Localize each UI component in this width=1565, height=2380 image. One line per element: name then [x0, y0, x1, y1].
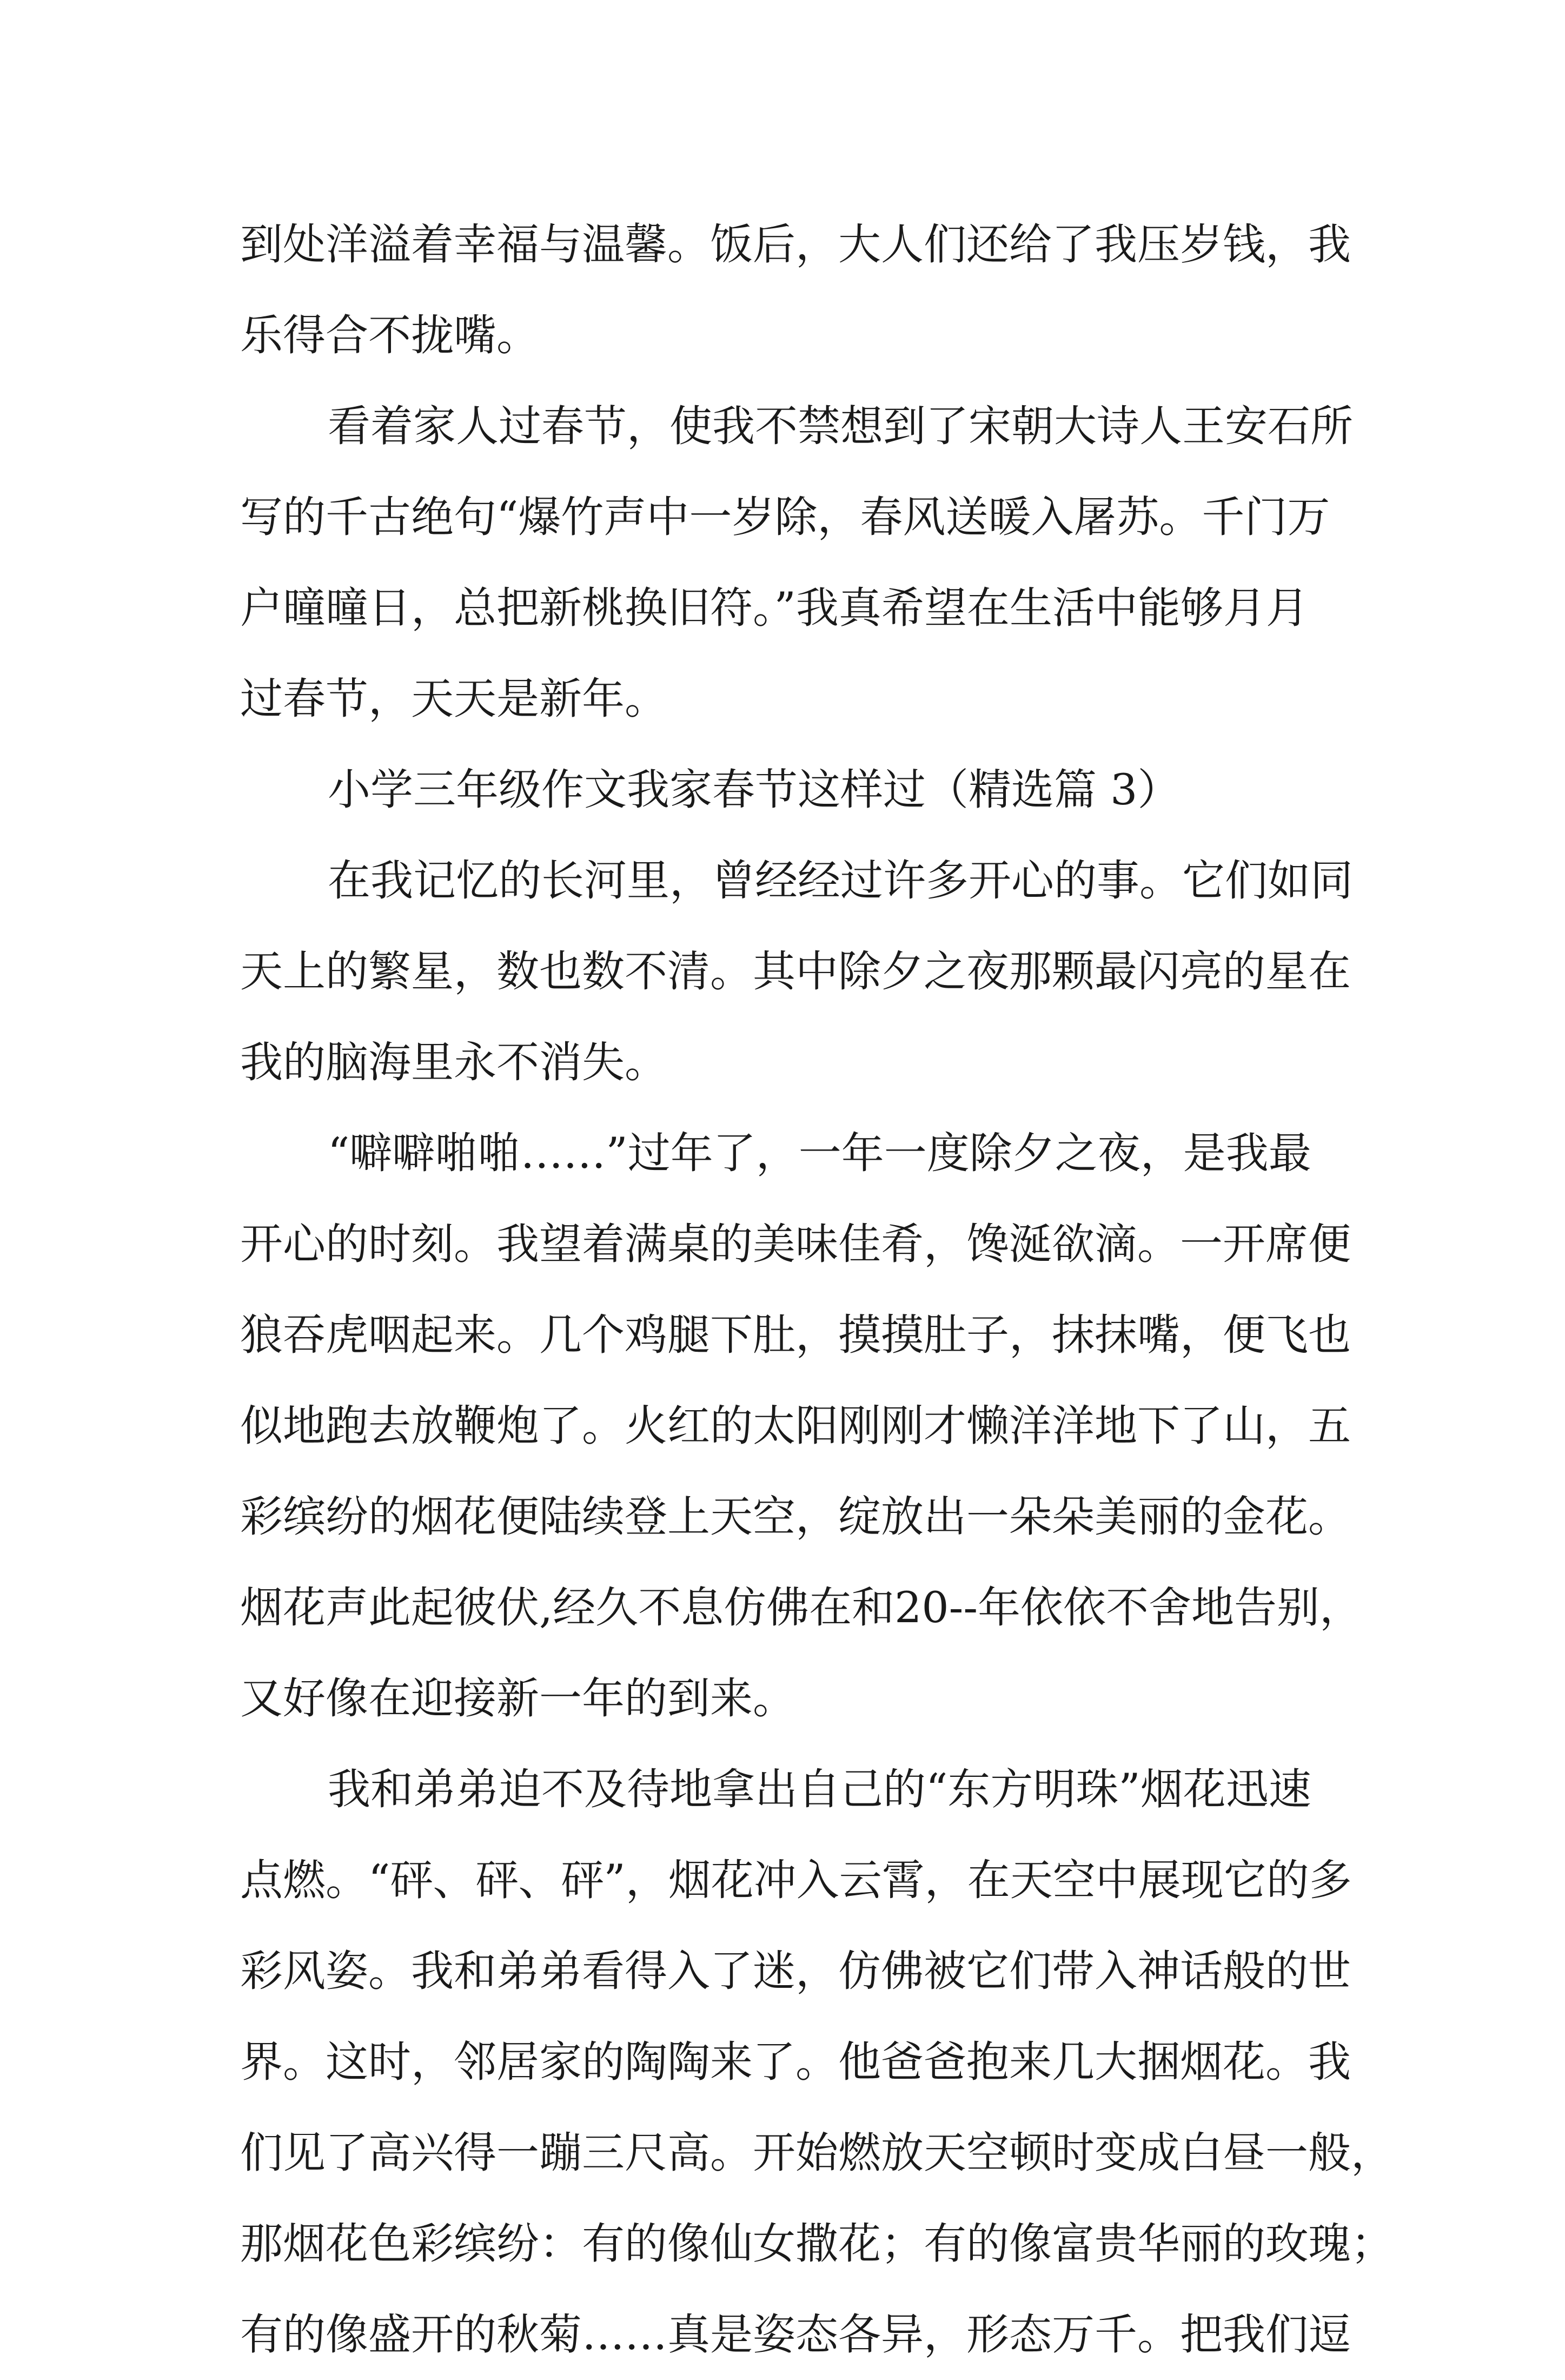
text-line-4: 写的千古绝句“爆竹声中一岁除，春风送暖入屠苏。千门万 [240, 492, 1330, 542]
text-line-22: 们见了高兴得一蹦三尺高。开始燃放天空顿时变成白昼一般， [240, 2128, 1394, 2178]
text-line-16: 烟花声此起彼伏,经久不息仿佛在和20--年依依不舍地告别， [240, 1583, 1363, 1632]
text-line-6: 过春节，天天是新年。 [240, 674, 667, 724]
text-line-12: 开心的时刻。我望着满桌的美味佳肴，馋涎欲滴。一开席便 [240, 1219, 1351, 1269]
text-line-2: 乐得合不拢嘴。 [240, 310, 539, 360]
text-line-18: 我和弟弟迫不及待地拿出自己的“东方明珠”烟花迅速 [328, 1764, 1311, 1814]
text-line-13: 狼吞虎咽起来。几个鸡腿下肚，摸摸肚子，抹抹嘴，便飞也 [240, 1310, 1351, 1360]
text-line-19: 点燃。“砰、砰、砰”，烟花冲入云霄，在天空中展现它的多 [240, 1855, 1352, 1905]
text-line-24: 有的像盛开的秋菊……真是姿态各异，形态万千。把我们逗 [240, 2310, 1351, 2359]
text-line-17: 又好像在迎接新一年的到来。 [240, 1674, 795, 1723]
text-line-15: 彩缤纷的烟花便陆续登上天空，绽放出一朵朵美丽的金花。 [240, 1492, 1351, 1542]
text-line-14: 似地跑去放鞭炮了。火红的太阳刚刚才懒洋洋地下了山，五 [240, 1401, 1351, 1451]
section-heading: 小学三年级作文我家春节这样过（精选篇 3） [328, 765, 1181, 815]
text-line-3: 看着家人过春节，使我不禁想到了宋朝大诗人王安石所 [328, 401, 1353, 451]
text-line-9: 天上的繁星，数也数不清。其中除夕之夜那颗最闪亮的星在 [240, 947, 1351, 996]
text-line-11: “噼噼啪啪……”过年了，一年一度除夕之夜，是我最 [328, 1128, 1311, 1178]
text-line-20: 彩风姿。我和弟弟看得入了迷，仿佛被它们带入神话般的世 [240, 1946, 1351, 1996]
text-line-23: 那烟花色彩缤纷：有的像仙女撒花；有的像富贵华丽的玫瑰； [240, 2219, 1394, 2269]
text-line-21: 界。这时，邻居家的陶陶来了。他爸爸抱来几大捆烟花。我 [240, 2037, 1351, 2087]
document-body [240, 199, 1394, 2380]
text-line-1: 到处洋溢着幸福与温馨。饭后，大人们还给了我压岁钱，我 [240, 220, 1351, 269]
text-line-10: 我的脑海里永不消失。 [240, 1037, 667, 1087]
text-line-5: 户曈曈日，总把新桃换旧符。”我真希望在生活中能够月月 [240, 583, 1309, 633]
text-line-8: 在我记忆的长河里，曾经经过许多开心的事。它们如同 [328, 856, 1353, 905]
